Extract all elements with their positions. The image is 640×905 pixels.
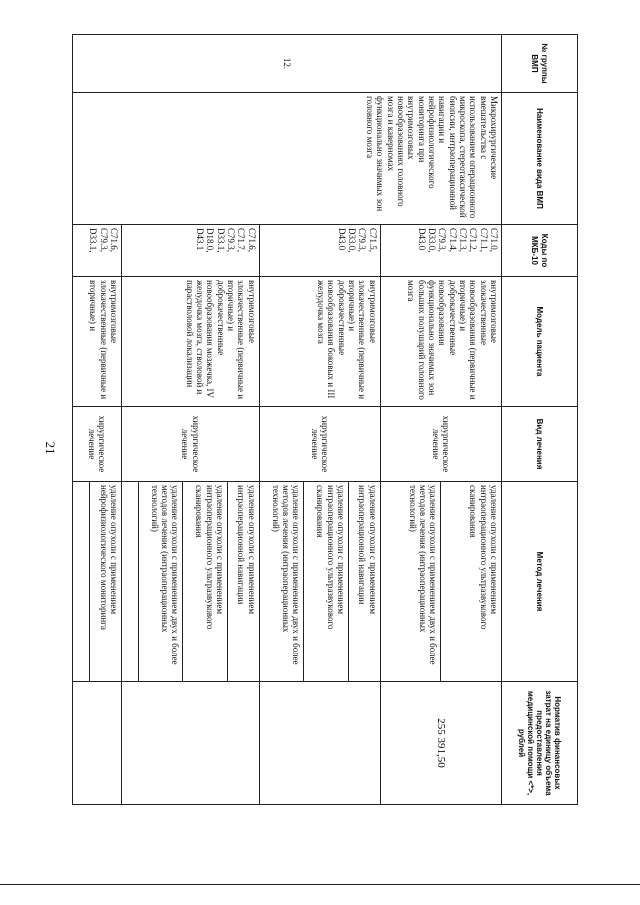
cost-norm-empty-cell bbox=[259, 682, 380, 805]
page-bottom-rule bbox=[0, 884, 640, 885]
header-icd-codes: Коды по МКБ-10 bbox=[502, 225, 578, 277]
treatment-method-cell: удаление опухоли с применением интраоперационного ультразвукового сканирования bbox=[441, 482, 502, 682]
cost-norm-empty-cell bbox=[73, 682, 122, 805]
cost-norm-empty-cell bbox=[121, 682, 259, 805]
table-row bbox=[441, 35, 502, 805]
header-treatment-type: Вид лечения bbox=[502, 407, 578, 482]
treatment-type-cell: хирургическое лечение bbox=[259, 407, 380, 482]
patient-model-cell: внутримозговые злокачественные (первичные и вторичные) и доброкачественные новообразования боковых и III желудочка мозга bbox=[259, 277, 380, 407]
treatment-method-cell: удаление опухоли с применением интраоперационной навигации bbox=[348, 482, 380, 682]
page-number: 21 bbox=[43, 441, 58, 455]
patient-model-cell: внутримозговые злокачественные новообразования (первичные и вторичные) и доброкачественные новообразования функционально значимых зон больших полушарий головного мозга bbox=[380, 277, 501, 407]
treatment-type-cell: хирургическое лечение bbox=[121, 407, 259, 482]
treatment-method-cell: удаление опухоли с применением интраоперационного ультразвукового сканирования bbox=[304, 482, 349, 682]
icd-codes-cell: C71.6, C79.3, D33.1, bbox=[73, 225, 122, 277]
header-patient-model: Модель пациента bbox=[502, 277, 578, 407]
header-cost-norm: Норматив финансовых затрат на единицу объема предоставления медицинской помощи <*>, рублей bbox=[502, 682, 578, 805]
treatment-method-cell: удаление опухоли с применением двух и более методов лечения (интраоперационных технологий) bbox=[138, 482, 183, 682]
header-treatment-method: Метод лечения bbox=[502, 482, 578, 682]
table-header-row bbox=[502, 35, 578, 805]
header-group-number: № группы ВМП bbox=[502, 35, 578, 93]
group-number-cell: 12. bbox=[73, 35, 502, 93]
patient-model-cell: внутримозговые злокачественные (первичные и вторичные) и bbox=[73, 277, 122, 407]
icd-codes-cell: C71.0, C71.1, C71.2, C71.3, C71.4, C79.3, D33.0, D43.0 bbox=[380, 225, 501, 277]
treatment-method-cell: удаление опухоли с применением интраоперационной навигации bbox=[228, 482, 260, 682]
treatment-method-cell: удаление опухоли с применением интраоперационного ультразвукового сканирования bbox=[183, 482, 228, 682]
patient-model-cell: внутримозговые злокачественные (первичные и вторичные) и доброкачественные новообразования мозжечка, IV желудочка мозга, стволовой и парастволовой локализации bbox=[121, 277, 259, 407]
header-vmp-name: Наименование вида ВМП bbox=[502, 93, 578, 225]
treatment-method-cell: удаление опухоли с применением двух и более методов лечения (интраоперационных технологий) bbox=[380, 482, 441, 682]
treatment-type-cell: хирургическое лечение bbox=[380, 407, 501, 482]
treatment-method-empty-cell bbox=[121, 482, 138, 682]
icd-codes-cell: C71.6, C71.7, C79.3, D33.1, D18.0, D43.1 bbox=[121, 225, 259, 277]
cost-norm-value: 255 391,50 bbox=[380, 682, 501, 805]
treatment-type-cell: хирургическое лечение bbox=[73, 407, 122, 482]
vmp-name-cell: Микрохирургические вмешательства с использованием операционного микроскопа, стереотаксической биопсии, интраоперационной навигации и нейрофизиологического мониторинга при внутримозговых новообразованиях головного мозга и каверномах функционально значимых зон головного мозга bbox=[73, 93, 502, 225]
treatment-method-empty-cell bbox=[73, 482, 90, 682]
treatment-method-cell: удаление опухоли с применением двух и более методов лечения (интраоперационных технологий) bbox=[259, 482, 304, 682]
table-rotated-wrapper bbox=[72, 34, 578, 804]
vmp-table bbox=[72, 34, 578, 805]
icd-codes-cell: C71.5, C79.3, D33.0, D43.0 bbox=[259, 225, 380, 277]
treatment-method-cell: удаление опухоли с применением нейрофизиологического мониторинга bbox=[90, 482, 122, 682]
